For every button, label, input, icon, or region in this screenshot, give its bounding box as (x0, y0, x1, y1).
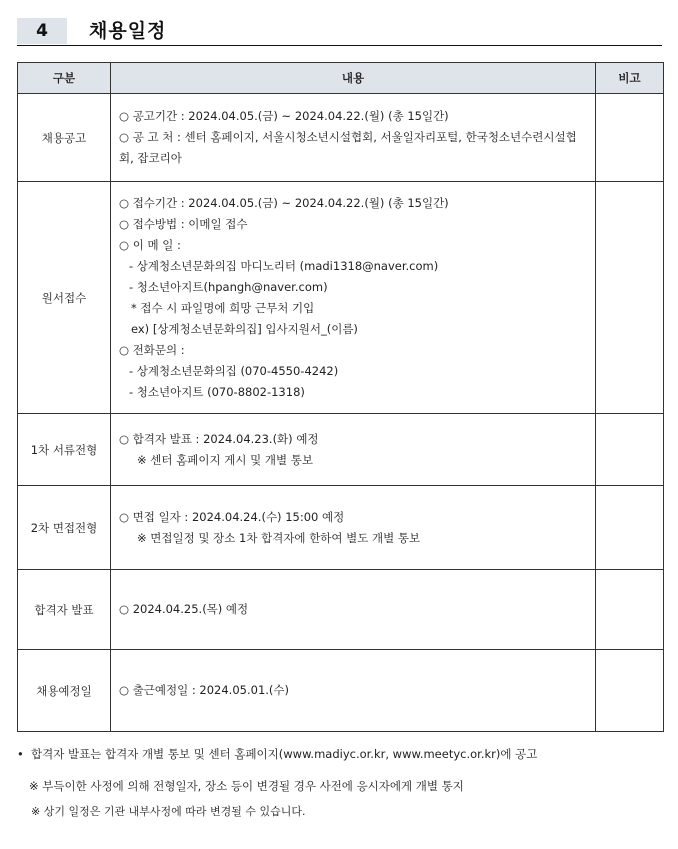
row-content (111, 414, 596, 486)
row-remarks (596, 414, 664, 486)
row-remarks (596, 486, 664, 570)
section-title: 채용일정 (89, 20, 167, 42)
header-content: 내용 (111, 63, 596, 94)
content-line: ○ 합격자 발표 : 2024.04.23.(화) 예정 (119, 431, 319, 446)
content-line: ○ 전화문의 : (119, 342, 185, 357)
content-line: ※ 센터 홈페이지 게시 및 개별 통보 (137, 452, 313, 467)
row-category: 2차 면접전형 (18, 486, 111, 570)
row-remarks (596, 650, 664, 732)
note-text: 합격자 발표는 합격자 개별 통보 및 센터 홈페이지(www.madiyc.or.kr, www.meetyc.or.kr)에 공고 (31, 747, 538, 761)
bullet-icon: • (17, 747, 24, 761)
table-header-row (18, 63, 664, 94)
row-content (111, 650, 596, 732)
content-line: ○ 공고기간 : 2024.04.05.(금) ~ 2024.04.22.(월) (총 15일간) (119, 109, 449, 123)
content-line: ○ 접수기간 : 2024.04.05.(금) ~ 2024.04.22.(월) (총 15일간) (119, 195, 449, 210)
content-line: - 상계청소년문화의집 (070-4550-4242) (129, 363, 339, 378)
table-row (18, 414, 664, 486)
row-content (111, 94, 596, 182)
section-number: 4 (17, 18, 67, 44)
row-remarks (596, 182, 664, 414)
row-category: 1차 서류전형 (18, 414, 111, 486)
notes-section (17, 744, 662, 822)
content-line: - 청소년아지트 (070-8802-1318) (129, 384, 305, 399)
table-row (18, 182, 664, 414)
row-category: 채용예정일 (18, 650, 111, 732)
note-item: ※ 상기 일정은 기관 내부사정에 따라 변경될 수 있습니다. (31, 805, 306, 818)
section-header (17, 18, 662, 46)
content-line: - 청소년아지트(hpangh@naver.com) (129, 279, 328, 294)
content-line: ○ 이 메 일 : (119, 237, 181, 252)
header-category: 구분 (18, 63, 111, 94)
content-line: ○ 공 고 처 : 센터 홈페이지, 서울시청소년시설협회, 서울일자리포털, 한국청소년수련시설협회, 잡코리아 (119, 130, 577, 165)
table-row (18, 94, 664, 182)
schedule-table (17, 62, 664, 732)
content-line: ○ 접수방법 : 이메일 접수 (119, 216, 248, 231)
row-category: 합격자 발표 (18, 570, 111, 650)
content-line: ○ 출근예정일 : 2024.05.01.(수) (119, 683, 290, 697)
note-item (17, 744, 662, 765)
content-line: - 상계청소년문화의집 마디노리터 (madi1318@naver.com) (129, 258, 439, 273)
table-row (18, 650, 664, 732)
row-remarks (596, 94, 664, 182)
content-line: ※ 면접일정 및 장소 1차 합격자에 한하여 별도 개별 통보 (137, 530, 421, 545)
header-remarks: 비고 (596, 63, 664, 94)
row-category: 채용공고 (18, 94, 111, 182)
row-content (111, 486, 596, 570)
content-line: ○ 2024.04.25.(목) 예정 (119, 602, 249, 616)
row-remarks (596, 570, 664, 650)
section-divider (17, 45, 662, 46)
content-line: * 접수 시 파일명에 희망 근무처 기입 (131, 300, 315, 315)
row-content (111, 182, 596, 414)
content-line: ○ 면접 일자 : 2024.04.24.(수) 15:00 예정 (119, 509, 345, 524)
table-row (18, 570, 664, 650)
content-line: ex) [상계청소년문화의집] 입사지원서_(이름) (131, 321, 358, 336)
note-item: ※ 부득이한 사정에 의해 전형일자, 장소 등이 변경될 경우 사전에 응시자에게 개별 통지 (29, 779, 464, 793)
table-row (18, 486, 664, 570)
row-content (111, 570, 596, 650)
row-category: 원서접수 (18, 182, 111, 414)
